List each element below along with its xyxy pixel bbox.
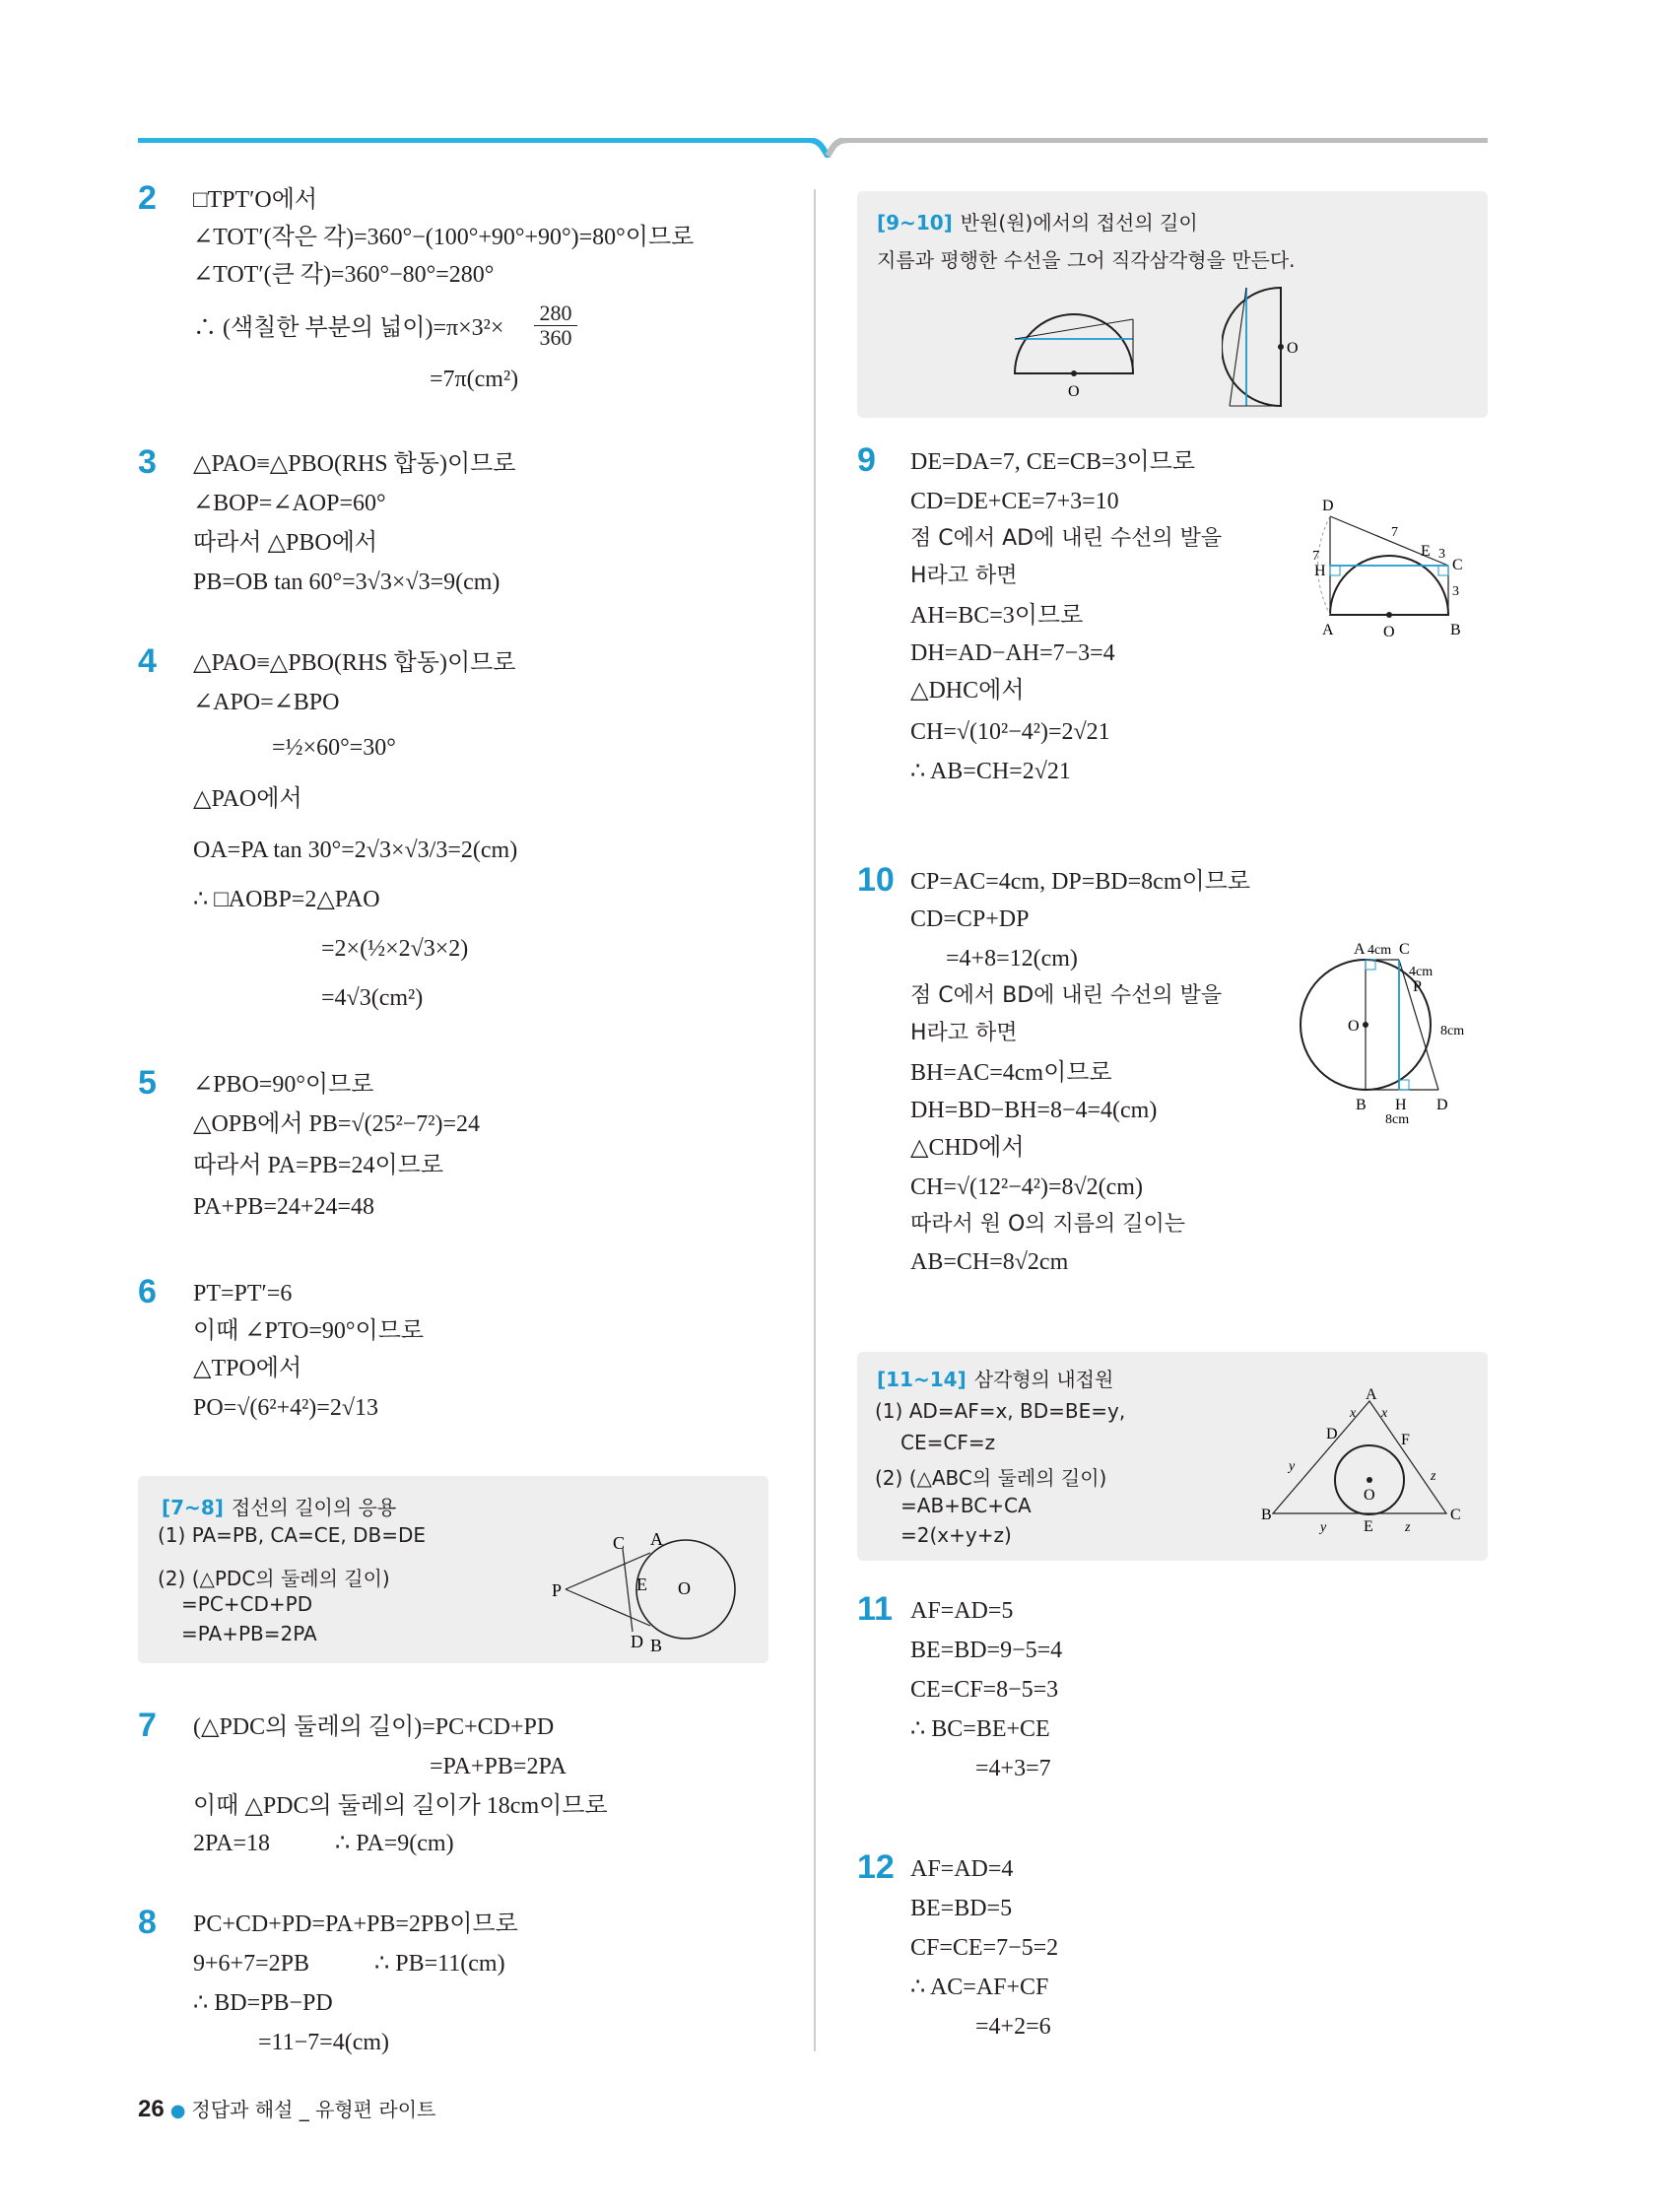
problem-number: 2 bbox=[138, 179, 157, 217]
solution-line: AH=BC=3이므로 bbox=[910, 603, 1084, 629]
solution-line: =11−7=4(cm) bbox=[258, 2030, 390, 2055]
fig-label: A bbox=[650, 1529, 663, 1549]
bullet-icon: ● bbox=[169, 2101, 186, 2121]
fraction bbox=[534, 302, 577, 350]
solution-line: 점 C에서 AD에 내린 수선의 발을 bbox=[910, 526, 1223, 551]
tip-line: (2) (△PDC의 둘레의 길이) bbox=[158, 1567, 390, 1590]
fig-label: D bbox=[1322, 498, 1334, 514]
fraction-numerator: 280 bbox=[539, 301, 572, 325]
semicircle-figure-vertical bbox=[1222, 278, 1330, 411]
fig-label: B bbox=[650, 1636, 663, 1653]
fig-label: C bbox=[1452, 557, 1463, 573]
fig-label: P bbox=[552, 1580, 563, 1600]
tip-box-11-14 bbox=[857, 1352, 1488, 1561]
fig-label: E bbox=[636, 1575, 647, 1594]
fig-label: H bbox=[1314, 563, 1326, 579]
solution-line: 이때 △PDC의 둘레의 길이가 18cm이므로 bbox=[193, 1793, 608, 1819]
page-number: 26 bbox=[138, 2096, 165, 2122]
solution-line: =4+8=12(cm) bbox=[946, 946, 1078, 972]
fig-label: 4cm bbox=[1409, 965, 1434, 979]
tip-line: (1) PA=PB, CA=CE, DB=DE bbox=[158, 1523, 427, 1547]
fig-label: 3 bbox=[1452, 584, 1459, 599]
solution-line: □TPT′O에서 bbox=[193, 187, 318, 213]
solution-line: CD=CP+DP bbox=[910, 906, 1030, 932]
fig-label: 4cm bbox=[1368, 943, 1392, 958]
fig-label: 8cm bbox=[1440, 1024, 1465, 1039]
fig-label: P bbox=[1413, 978, 1422, 995]
solution-line: CP=AC=4cm, DP=BD=8cm이므로 bbox=[910, 869, 1251, 895]
fig-label: x bbox=[1381, 1406, 1388, 1421]
solution-line: CH=√(12²−4²)=8√2(cm) bbox=[910, 1174, 1143, 1200]
problem-number: 10 bbox=[857, 861, 895, 899]
problem-number: 12 bbox=[857, 1848, 895, 1886]
tip-line: (1) AD=AF=x, BD=BE=y, bbox=[875, 1399, 1126, 1423]
solution-line: PA+PB=24+24=48 bbox=[193, 1194, 374, 1220]
fig-label: A bbox=[1354, 941, 1366, 958]
fig-label: H bbox=[1395, 1097, 1407, 1113]
solution-line: ∴ AC=AF+CF bbox=[910, 1975, 1049, 2000]
solution-line: △OPB에서 PB=√(25²−7²)=24 bbox=[193, 1111, 481, 1137]
fig-label: B bbox=[1450, 622, 1461, 638]
solution-line: CH=√(10²−4²)=2√21 bbox=[910, 719, 1110, 745]
solution-line: ∴ BC=BE+CE bbox=[910, 1716, 1050, 1742]
solution-line: ∠APO=∠BPO bbox=[193, 690, 340, 715]
tip-line: CE=CF=z bbox=[901, 1431, 996, 1454]
tip-line: =AB+BC+CA bbox=[901, 1494, 1032, 1517]
fig-label: y bbox=[1320, 1520, 1327, 1535]
solution-line: =2×(½×2√3×2) bbox=[321, 936, 469, 962]
semicircle-figure-horizontal bbox=[1005, 280, 1143, 408]
solution-line: =4+2=6 bbox=[975, 2014, 1051, 2040]
solution-line: DH=AD−AH=7−3=4 bbox=[910, 640, 1115, 666]
solution-line: CE=CF=8−5=3 bbox=[910, 1677, 1059, 1703]
solution-line: ∴ □AOBP=2△PAO bbox=[193, 887, 380, 912]
tip-box-tag: [11~14] bbox=[877, 1368, 967, 1391]
tip-line: =2(x+y+z) bbox=[901, 1523, 1012, 1547]
solution-line: 따라서 △PBO에서 bbox=[193, 530, 378, 556]
solution-line: =4+3=7 bbox=[975, 1756, 1051, 1781]
fig-label: D bbox=[631, 1632, 643, 1651]
fig-label: D bbox=[1326, 1426, 1338, 1442]
solution-line: PO=√(6²+4²)=2√13 bbox=[193, 1395, 379, 1421]
solution-line: △CHD에서 bbox=[910, 1135, 1025, 1161]
solution-line: PT=PT′=6 bbox=[193, 1281, 293, 1307]
tip-line: =PC+CD+PD bbox=[181, 1592, 313, 1616]
problem-number: 3 bbox=[138, 443, 157, 481]
fig-label: A bbox=[1366, 1387, 1377, 1403]
fig-label: z bbox=[1431, 1469, 1436, 1484]
problem-number: 6 bbox=[138, 1273, 157, 1310]
tangent-figure bbox=[552, 1515, 749, 1653]
solution-line: ∠BOP=∠AOP=60° bbox=[193, 491, 386, 516]
solution-line: ∴ AB=CH=2√21 bbox=[910, 759, 1071, 784]
problem-number: 5 bbox=[138, 1064, 157, 1102]
solution-line: 이때 ∠PTO=90°이므로 bbox=[193, 1318, 425, 1344]
tip-box-9-10 bbox=[857, 191, 1488, 418]
solution-line: ∠TOT′(작은 각)=360°−(100°+90°+90°)=80°이므로 bbox=[193, 225, 695, 250]
solution-line: H라고 하면 bbox=[910, 564, 1018, 588]
page-footer bbox=[138, 2094, 435, 2123]
tip-box-title bbox=[877, 207, 1198, 235]
solution-line: AF=AD=4 bbox=[910, 1856, 1014, 1882]
solution-line: BE=BD=5 bbox=[910, 1896, 1013, 1921]
solution-line: △DHC에서 bbox=[910, 678, 1025, 704]
fig-label: y bbox=[1289, 1459, 1296, 1474]
solution-line: △TPO에서 bbox=[193, 1356, 302, 1381]
solution-line: PB=OB tan 60°=3√3×√3=9(cm) bbox=[193, 570, 500, 595]
fig-label: O bbox=[1364, 1487, 1375, 1504]
tip-box-heading: 반원(원)에서의 접선의 길이 bbox=[960, 211, 1198, 235]
solution-line: AF=AD=5 bbox=[910, 1598, 1014, 1624]
solution-line: =7π(cm²) bbox=[430, 367, 519, 392]
header-bar bbox=[138, 138, 1488, 158]
fig-label: O bbox=[1287, 340, 1299, 357]
footer-title: 정답과 해설 _ 유형편 라이트 bbox=[191, 2098, 436, 2121]
problem-number: 7 bbox=[138, 1707, 157, 1744]
fig-label: B bbox=[1356, 1097, 1367, 1113]
fig-label: x bbox=[1350, 1406, 1357, 1421]
solution-line: AB=CH=8√2cm bbox=[910, 1249, 1069, 1275]
solution-line: 2PA=18 bbox=[193, 1831, 271, 1856]
fig-label: 8cm bbox=[1385, 1112, 1410, 1123]
solution-line: =½×60°=30° bbox=[272, 735, 396, 761]
solution-line: DH=BD−BH=8−4=4(cm) bbox=[910, 1098, 1158, 1123]
column-divider bbox=[814, 189, 816, 2051]
fig-label: C bbox=[1450, 1507, 1461, 1523]
solution-line: ∴ BD=PB−PD bbox=[193, 1990, 333, 2016]
fig-label: E bbox=[1421, 543, 1431, 560]
tip-box-heading: 삼각형의 내접원 bbox=[973, 1368, 1114, 1391]
fig-label: 3 bbox=[1438, 547, 1445, 562]
solution-line: 따라서 PA=PB=24이므로 bbox=[193, 1153, 444, 1178]
solution-line: △PAO≡△PBO(RHS 합동)이므로 bbox=[193, 451, 516, 477]
fig-label: A bbox=[1322, 622, 1334, 638]
solution-line: CF=CE=7−5=2 bbox=[910, 1935, 1059, 1961]
incircle-figure bbox=[1261, 1387, 1468, 1555]
solution-line: ∠TOT′(큰 각)=360°−80°=280° bbox=[193, 262, 495, 288]
tip-box-title bbox=[877, 1364, 1113, 1392]
problem-number: 9 bbox=[857, 441, 876, 479]
solution-line: (△PDC의 둘레의 길이)=PC+CD+PD bbox=[193, 1714, 555, 1740]
fig-label: C bbox=[1399, 941, 1410, 958]
tip-box-7-8 bbox=[138, 1476, 768, 1663]
fig-label: O bbox=[1068, 383, 1080, 400]
solution-line: CD=DE+CE=7+3=10 bbox=[910, 489, 1119, 514]
fig-label: D bbox=[1436, 1097, 1448, 1113]
problem-number: 8 bbox=[138, 1904, 157, 1941]
solution-line: △PAO에서 bbox=[193, 786, 302, 812]
fig-label: 7 bbox=[1391, 525, 1398, 540]
solution-line: PC+CD+PD=PA+PB=2PB이므로 bbox=[193, 1911, 518, 1937]
fig-label: F bbox=[1401, 1432, 1410, 1448]
solution-line: ∴ (색칠한 부분의 넓이)=π×3²× bbox=[193, 315, 504, 341]
tip-line: =PA+PB=2PA bbox=[181, 1622, 317, 1645]
fig-label: E bbox=[1364, 1518, 1373, 1535]
solution-line: ∠PBO=90°이므로 bbox=[193, 1072, 374, 1098]
tip-box-tag: [7~8] bbox=[162, 1496, 224, 1519]
solution-line: OA=PA tan 30°=2√3×√3/3=2(cm) bbox=[193, 838, 518, 863]
solution-line: 점 C에서 BD에 내린 수선의 발을 bbox=[910, 983, 1223, 1008]
problem-9-figure bbox=[1301, 497, 1478, 644]
problem-number: 11 bbox=[857, 1590, 893, 1628]
problem-10-figure bbox=[1291, 936, 1488, 1123]
fig-label: C bbox=[613, 1533, 626, 1553]
solution-line: =4√3(cm²) bbox=[321, 985, 424, 1011]
tip-line: (2) (△ABC의 둘레의 길이) bbox=[875, 1466, 1107, 1490]
fig-label: B bbox=[1261, 1507, 1272, 1523]
fig-label: 7 bbox=[1312, 549, 1319, 564]
fig-label: O bbox=[678, 1578, 691, 1598]
solution-line: △PAO≡△PBO(RHS 합동)이므로 bbox=[193, 650, 516, 676]
solution-line: DE=DA=7, CE=CB=3이므로 bbox=[910, 449, 1196, 475]
solution-line: 따라서 원 O의 지름의 길이는 bbox=[910, 1212, 1186, 1237]
tip-box-tag: [9~10] bbox=[877, 211, 953, 235]
tip-box-heading: 접선의 길이의 응용 bbox=[231, 1496, 397, 1519]
solution-line: 9+6+7=2PB bbox=[193, 1951, 309, 1977]
solution-line: BE=BD=9−5=4 bbox=[910, 1638, 1063, 1663]
solution-line: BH=AC=4cm이므로 bbox=[910, 1060, 1112, 1086]
tip-box-title bbox=[162, 1492, 396, 1520]
solution-line: ∴ PB=11(cm) bbox=[374, 1951, 505, 1977]
fig-label: z bbox=[1405, 1520, 1411, 1535]
fig-label: O bbox=[1348, 1018, 1360, 1035]
fraction-denominator: 360 bbox=[534, 325, 577, 350]
problem-number: 4 bbox=[138, 642, 157, 680]
solution-line: =PA+PB=2PA bbox=[430, 1754, 567, 1779]
tip-line: 지름과 평행한 수선을 그어 직각삼각형을 만든다. bbox=[877, 248, 1296, 272]
solution-line: ∴ PA=9(cm) bbox=[335, 1831, 454, 1856]
solution-line: H라고 하면 bbox=[910, 1021, 1018, 1045]
fig-label: O bbox=[1383, 624, 1395, 640]
